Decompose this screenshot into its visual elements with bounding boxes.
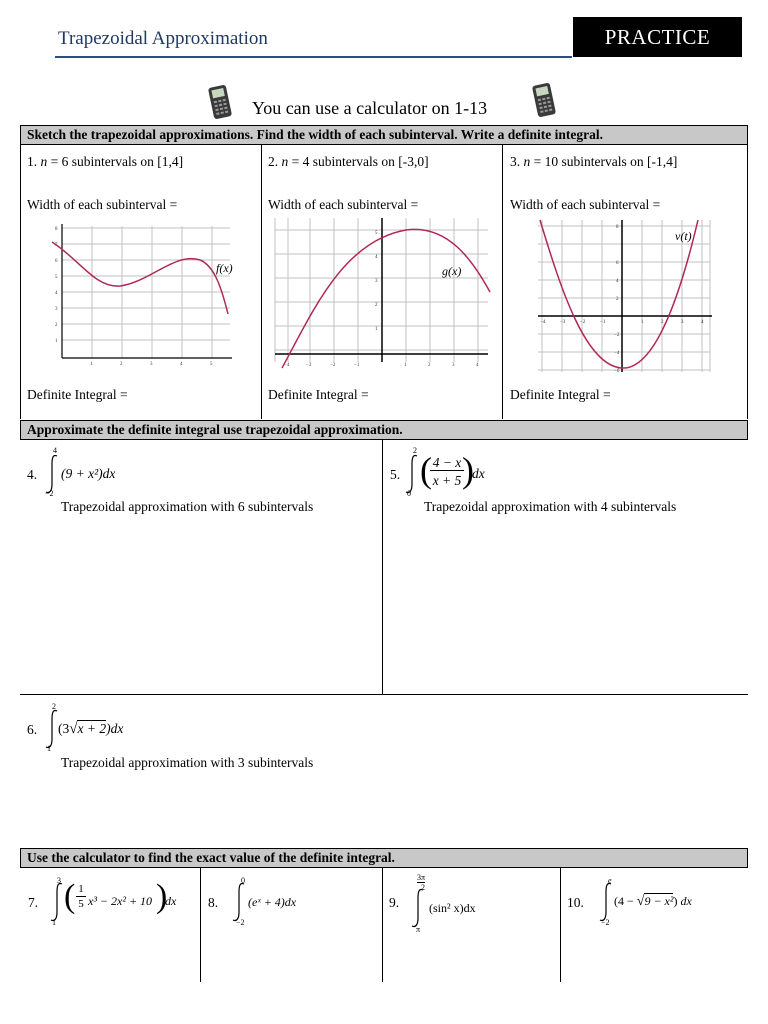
calculator-icon: [531, 82, 557, 118]
divider: [382, 440, 383, 694]
x-tick-label: 5: [210, 362, 213, 367]
problem-6-number: 6.: [27, 722, 38, 737]
integrand: (4 − √9 − x²) dx: [614, 894, 692, 909]
upper-limit: 4: [53, 446, 57, 455]
x-tick-label: −3: [560, 320, 566, 325]
g-curve: [282, 229, 490, 368]
y-tick-label: 4: [55, 291, 58, 296]
title-underline: [55, 56, 572, 58]
practice-badge: PRACTICE: [573, 17, 742, 57]
problem-2-prompt: 2. n = 4 subintervals on [-3,0]: [268, 154, 429, 169]
section2-heading: Approximate the definite integral use trapezoidal approximation.: [20, 420, 748, 440]
problem-4-number: 4.: [27, 467, 38, 482]
y-tick-label: 1: [55, 339, 58, 344]
calculator-icon: [207, 84, 233, 120]
upper-limit: e: [608, 876, 612, 885]
x-tick-label: 4: [476, 363, 479, 368]
f-curve: [52, 242, 228, 314]
divider: [261, 145, 262, 419]
fraction-numerator: 4 − x: [430, 455, 464, 471]
x-tick-label: 2: [428, 363, 431, 368]
upper-limit-numerator: 3π: [417, 873, 426, 882]
x-tick-label: −4: [540, 320, 546, 325]
x-tick-label: 4: [701, 320, 704, 325]
y-tick-label: 3: [55, 307, 58, 312]
x-tick-label: 3: [150, 362, 153, 367]
upper-limit: 2: [52, 702, 56, 711]
problem-4-instruction: Trapezoidal approximation with 6 subintervals: [61, 499, 314, 514]
lower-limit: −2: [601, 918, 610, 927]
graph-g: [268, 216, 492, 376]
lower-limit: 1: [52, 918, 56, 927]
divider: [382, 868, 383, 982]
integrand: (sin² x)dx: [429, 901, 476, 915]
lower-limit: −2: [236, 918, 245, 927]
page-title: Trapezoidal Approximation: [58, 28, 268, 49]
y-tick-label: 4: [375, 255, 378, 260]
fraction-denominator: x + 5: [432, 473, 462, 488]
lower-limit: 1: [47, 744, 51, 753]
x-tick-label: −2: [330, 363, 336, 368]
dx: dx: [472, 466, 485, 481]
divider: [747, 145, 748, 419]
section3-heading: Use the calculator to find the exact value of the definite integral.: [20, 848, 748, 868]
y-tick-label: 4: [616, 279, 619, 284]
graph-v: [530, 216, 720, 376]
problem-6-instruction: Trapezoidal approximation with 3 subintervals: [61, 755, 314, 770]
lower-limit: −2: [45, 489, 54, 498]
y-tick-label: 2: [375, 303, 378, 308]
fraction-numerator: 1: [76, 883, 86, 897]
y-tick-label: 8: [55, 227, 58, 232]
divider: [560, 868, 561, 982]
y-tick-label: 8: [616, 225, 619, 230]
problem-10-number: 10.: [567, 895, 584, 910]
x-tick-label: −3: [306, 363, 312, 368]
x-tick-label: −1: [600, 320, 606, 325]
x-tick-label: −1: [354, 363, 360, 368]
problem-8-number: 8.: [208, 895, 219, 910]
y-tick-label: 1: [375, 327, 378, 332]
problem-5-number: 5.: [390, 467, 401, 482]
y-tick-label: 3: [375, 279, 378, 284]
x-tick-label: 2: [661, 320, 664, 325]
divider: [502, 145, 503, 419]
x-tick-label: −2: [580, 320, 586, 325]
y-tick-label: 5: [375, 231, 378, 236]
y-tick-label: 2: [616, 297, 619, 302]
x-tick-label: 3: [452, 363, 455, 368]
problem-2-width-label: Width of each subinterval =: [268, 197, 419, 212]
x-tick-label: 1: [404, 363, 407, 368]
x-tick-label: 1: [90, 362, 93, 367]
fraction-denominator: 5: [78, 898, 84, 910]
divider: [200, 868, 201, 982]
graph-f: [50, 220, 240, 368]
x-tick-label: −4: [284, 363, 290, 368]
problem-3-width-label: Width of each subinterval =: [510, 197, 661, 212]
x-tick-label: 2: [120, 362, 123, 367]
y-tick-label: −2: [614, 333, 620, 338]
lower-limit: π: [416, 925, 421, 934]
y-tick-label: 2: [55, 323, 58, 328]
lower-limit: 0: [407, 489, 411, 498]
y-tick-label: −6: [614, 369, 620, 374]
x-tick-label: 3: [681, 320, 684, 325]
v-label: v(t): [675, 229, 692, 243]
integrand: (eˣ + 4)dx: [248, 895, 297, 909]
problem-9-number: 9.: [389, 895, 400, 910]
upper-limit-denominator: 2: [421, 883, 425, 892]
y-tick-label: 7: [55, 243, 58, 248]
problem-7-number: 7.: [28, 895, 39, 910]
divider: [20, 694, 748, 695]
calculator-note: You can use a calculator on 1-13: [252, 98, 488, 118]
y-tick-label: −4: [614, 351, 620, 356]
integrand: x³ − 2x² + 10: [88, 894, 153, 908]
problem-1-width-label: Width of each subinterval =: [27, 197, 178, 212]
divider: [20, 145, 21, 419]
integrand: (3√x + 2)dx: [58, 721, 124, 737]
y-tick-label: 6: [616, 261, 619, 266]
dx: dx: [165, 894, 177, 908]
problem-1-integral-label: Definite Integral =: [27, 387, 128, 402]
upper-limit: 2: [413, 446, 417, 455]
problem-1-prompt: 1. n = 6 subintervals on [1,4]: [27, 154, 184, 169]
y-tick-label: 6: [55, 259, 58, 264]
problem-3-prompt: 3. n = 10 subintervals on [-1,4]: [510, 154, 678, 169]
x-tick-label: 4: [180, 362, 183, 367]
problem-2-integral-label: Definite Integral =: [268, 387, 369, 402]
problem-3-integral-label: Definite Integral =: [510, 387, 611, 402]
upper-limit: 0: [241, 876, 245, 885]
f-label: f(x): [216, 261, 233, 275]
x-tick-label: 1: [641, 320, 644, 325]
integrand: (9 + x²)dx: [61, 466, 116, 481]
upper-limit: 3: [57, 876, 61, 885]
y-tick-label: 5: [55, 275, 58, 280]
section1-heading: Sketch the trapezoidal approximations. Find the width of each subinterval. Write a definite integral.: [20, 125, 748, 145]
problem-5-instruction: Trapezoidal approximation with 4 subintervals: [424, 499, 677, 514]
g-label: g(x): [442, 264, 462, 278]
